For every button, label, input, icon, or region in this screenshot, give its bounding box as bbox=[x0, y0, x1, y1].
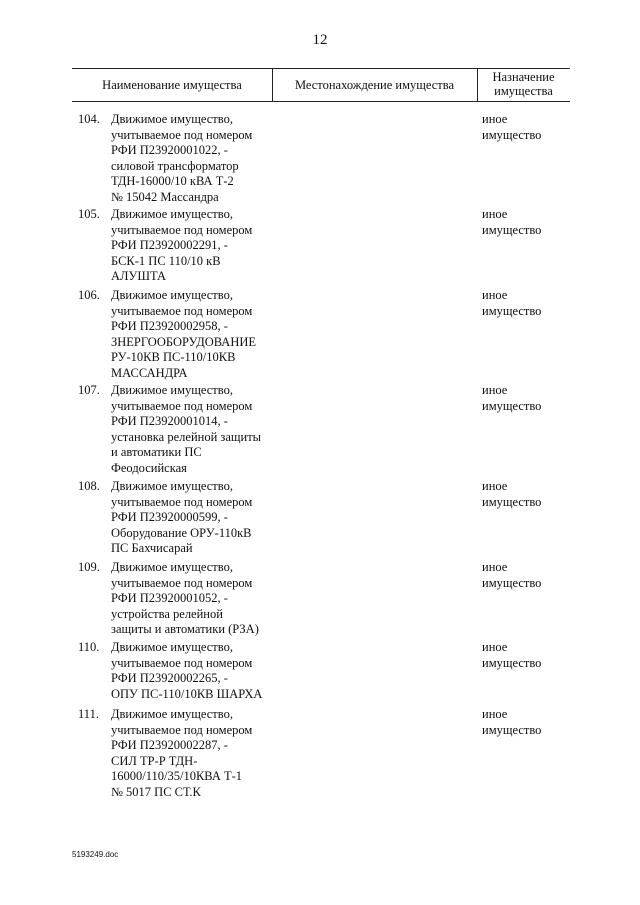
header-name: Наименование имущества bbox=[102, 78, 242, 92]
row-purpose: иное имущество bbox=[482, 207, 542, 237]
row-purpose: иное имущество bbox=[482, 383, 542, 413]
row-description: Движимое имущество, учитываемое под номером РФИ П23920000599, - Оборудование ОРУ-110кВ ПС Бахчисарай bbox=[111, 479, 253, 556]
document-filename: 5193249.doc bbox=[72, 850, 119, 859]
row-number: 111. bbox=[78, 707, 99, 721]
row-description: Движимое имущество, учитываемое под номером РФИ П23920002265, - ОПУ ПС-110/10КВ ШАРХА bbox=[111, 640, 263, 701]
row-purpose: иное имущество bbox=[482, 288, 542, 318]
row-description: Движимое имущество, учитываемое под номером РФИ П23920002958, - ЗНЕРГООБОРУДОВАНИЕ РУ-10КВ ПС-110/10КВ МАССАНДРА bbox=[111, 288, 257, 380]
page-number: 12 bbox=[312, 32, 328, 48]
row-number: 104. bbox=[78, 112, 100, 126]
row-number: 110. bbox=[78, 640, 100, 654]
row-description: Движимое имущество, учитываемое под номером РФИ П23920001014, - установка релейной защиты и автоматики ПС Феодосийская bbox=[111, 383, 262, 475]
row-purpose: иное имущество bbox=[482, 640, 542, 670]
row-number: 108. bbox=[78, 479, 100, 493]
row-number: 109. bbox=[78, 560, 100, 574]
row-purpose: иное имущество bbox=[482, 112, 542, 142]
row-purpose: иное имущество bbox=[482, 560, 542, 590]
row-number: 106. bbox=[78, 288, 100, 302]
row-purpose: иное имущество bbox=[482, 479, 542, 509]
row-description: Движимое имущество, учитываемое под номером РФИ П23920002291, - БСК-1 ПС 110/10 кВ АЛУШТА bbox=[111, 207, 253, 284]
row-number: 107. bbox=[78, 383, 100, 397]
table-header bbox=[72, 68, 570, 102]
row-number: 105. bbox=[78, 207, 100, 221]
row-description: Движимое имущество, учитываемое под номером РФИ П23920002287, - СИЛ ТР-Р ТДН- 16000/110/35/10КВА Т-1 № 5017 ПС СТ.К bbox=[111, 707, 253, 799]
header-purpose: Назначение имущества bbox=[492, 70, 555, 98]
row-description: Движимое имущество, учитываемое под номером РФИ П23920001022, - силовой трансформатор ТДН-16000/10 кВА Т-2 № 15042 Массандра bbox=[111, 112, 253, 204]
header-location: Местонахождение имущества bbox=[294, 78, 455, 92]
row-description: Движимое имущество, учитываемое под номером РФИ П23920001052, - устройства релейной защиты и автоматики (РЗА) bbox=[111, 560, 259, 637]
row-purpose: иное имущество bbox=[482, 707, 542, 737]
